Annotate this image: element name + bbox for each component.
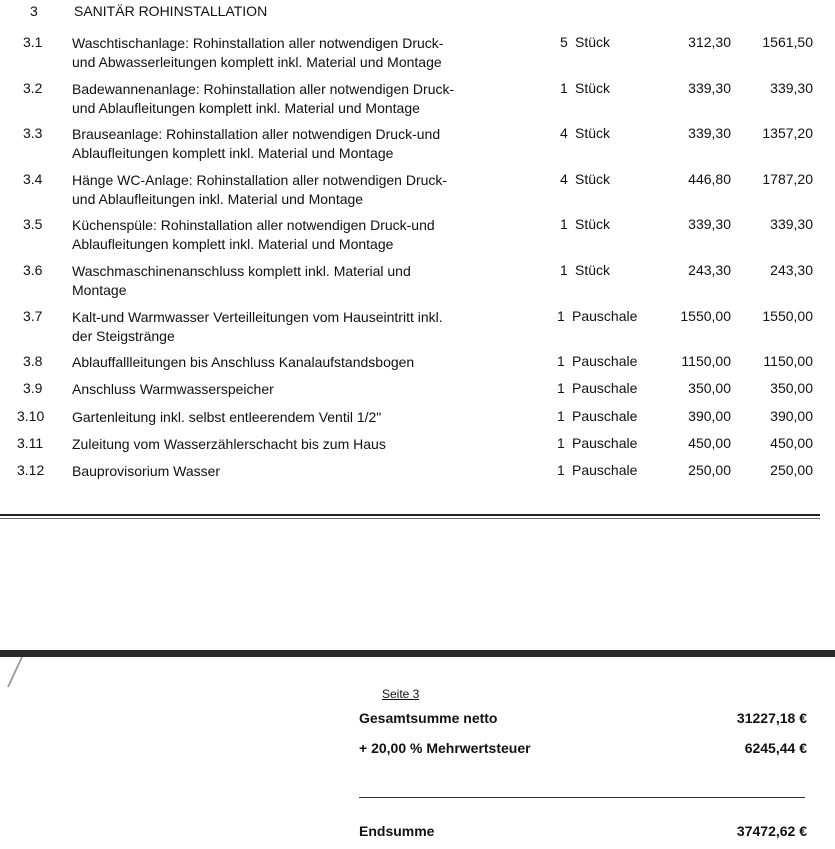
position-description — [72, 353, 414, 372]
unit: Stück — [575, 216, 611, 232]
unit-price: 350,00 — [688, 380, 731, 396]
page-label: Seite 3 — [382, 687, 420, 701]
quantity: 1 — [557, 408, 565, 424]
net-total-value: 31227,18 € — [736, 710, 807, 726]
description-line-1: Ablauffallleitungen bis Anschluss Kanalaufstandsbogen — [72, 354, 415, 370]
scan-mark — [7, 657, 23, 687]
description-line-2: Montage — [72, 282, 127, 298]
description-line-1: Anschluss Warmwasserspeicher — [72, 381, 274, 397]
position-description — [72, 34, 443, 72]
position-number: 3.7 — [23, 308, 43, 324]
position-description — [72, 216, 435, 254]
description-line-1: Kalt-und Warmwasser Verteilleitungen vom Hauseintritt inkl. — [72, 309, 443, 325]
unit: Stück — [575, 34, 611, 50]
position-number: 3.5 — [23, 216, 43, 232]
quantity: 1 — [557, 435, 565, 451]
section-number: 3 — [30, 3, 38, 19]
description-line-2: Ablaufleitungen komplett inkl. Material und Montage — [72, 236, 394, 252]
line-total: 350,00 — [770, 380, 813, 396]
position-number: 3.1 — [23, 34, 43, 50]
quantity: 1 — [560, 80, 568, 96]
description-line-2: und Ablaufleitungen inkl. Material und Montage — [72, 191, 364, 207]
position-description — [72, 171, 447, 209]
unit-price: 250,00 — [688, 462, 731, 478]
unit-price: 450,00 — [688, 435, 731, 451]
unit-price: 1550,00 — [680, 308, 731, 324]
position-description — [72, 435, 386, 454]
description-line-1: Brauseanlage: Rohinstallation aller notwendigen Druck-und — [72, 126, 441, 142]
line-total: 1787,20 — [762, 171, 813, 187]
description-line-1: Zuleitung vom Wasserzählerschacht bis zum Haus — [72, 436, 386, 452]
position-description — [72, 125, 440, 163]
line-total: 250,00 — [770, 462, 813, 478]
position-number: 3.12 — [17, 462, 45, 478]
unit-price: 390,00 — [688, 408, 731, 424]
line-total: 243,30 — [770, 262, 813, 278]
position-number: 3.8 — [23, 353, 43, 369]
quantity: 1 — [557, 353, 565, 369]
description-line-1: Küchenspüle: Rohinstallation aller notwendigen Druck-und — [72, 217, 435, 233]
description-line-2: und Ablaufleitungen komplett inkl. Material und Montage — [72, 100, 420, 116]
line-total: 1357,20 — [762, 125, 813, 141]
quantity: 5 — [560, 34, 568, 50]
position-number: 3.10 — [17, 408, 45, 424]
position-description — [72, 262, 411, 300]
unit: Pauschale — [572, 380, 638, 396]
quantity: 1 — [557, 462, 565, 478]
unit: Stück — [575, 171, 611, 187]
quantity: 1 — [560, 262, 568, 278]
scan-page-edge — [0, 650, 835, 657]
description-line-1: Bauprovisorium Wasser — [72, 463, 221, 479]
line-total: 339,30 — [770, 80, 813, 96]
section-title: SANITÄR ROHINSTALLATION — [74, 3, 268, 19]
line-total: 450,00 — [770, 435, 813, 451]
quantity: 1 — [560, 216, 568, 232]
line-total: 390,00 — [770, 408, 813, 424]
unit: Pauschale — [572, 353, 638, 369]
position-description — [72, 408, 381, 427]
grand-total-label: Endsumme — [359, 823, 435, 839]
position-number: 3.6 — [23, 262, 43, 278]
unit-price: 312,30 — [688, 34, 731, 50]
unit: Stück — [575, 125, 611, 141]
unit: Pauschale — [572, 462, 638, 478]
position-description — [72, 380, 274, 399]
quantity: 1 — [557, 308, 565, 324]
unit-price: 339,30 — [688, 125, 731, 141]
position-description — [72, 80, 454, 118]
description-line-2: der Steigstränge — [72, 328, 175, 344]
unit: Stück — [575, 262, 611, 278]
unit: Stück — [575, 80, 611, 96]
quantity: 4 — [560, 171, 568, 187]
page-end-rule — [0, 514, 820, 516]
position-number: 3.4 — [23, 171, 43, 187]
vat-value: 6245,44 € — [744, 740, 807, 756]
description-line-1: Waschmaschinenanschluss komplett inkl. Material und — [72, 263, 411, 279]
position-number: 3.9 — [23, 380, 43, 396]
line-total: 1550,00 — [762, 308, 813, 324]
description-line-1: Waschtischanlage: Rohinstallation aller notwendigen Druck- — [72, 35, 444, 51]
unit-price: 339,30 — [688, 80, 731, 96]
quantity: 1 — [557, 380, 565, 396]
description-line-2: Ablaufleitungen komplett inkl. Material und Montage — [72, 145, 394, 161]
unit: Pauschale — [572, 435, 638, 451]
sum-divider — [359, 797, 805, 798]
description-line-1: Badewannenanlage: Rohinstallation aller notwendigen Druck- — [72, 81, 455, 97]
unit-price: 339,30 — [688, 216, 731, 232]
net-total-label: Gesamtsumme netto — [359, 710, 498, 726]
description-line-1: Gartenleitung inkl. selbst entleerendem Ventil 1/2" — [72, 409, 382, 425]
unit-price: 243,30 — [688, 262, 731, 278]
position-number: 3.3 — [23, 125, 43, 141]
unit-price: 446,80 — [688, 171, 731, 187]
position-number: 3.11 — [17, 435, 44, 451]
unit-price: 1150,00 — [681, 353, 731, 369]
line-total: 339,30 — [770, 216, 813, 232]
vat-label: + 20,00 % Mehrwertsteuer — [359, 740, 531, 756]
description-line-1: Hänge WC-Anlage: Rohinstallation aller notwendigen Druck- — [72, 172, 448, 188]
position-description — [72, 462, 220, 481]
description-line-2: und Abwasserleitungen komplett inkl. Material und Montage — [72, 54, 442, 70]
position-number: 3.2 — [23, 80, 43, 96]
unit: Pauschale — [572, 408, 638, 424]
line-total: 1150,00 — [763, 353, 813, 369]
position-description — [72, 308, 443, 346]
unit: Pauschale — [572, 308, 638, 324]
page-end-rule-thin — [0, 518, 820, 519]
grand-total-value: 37472,62 € — [736, 823, 807, 839]
line-total: 1561,50 — [762, 34, 813, 50]
quantity: 4 — [560, 125, 568, 141]
